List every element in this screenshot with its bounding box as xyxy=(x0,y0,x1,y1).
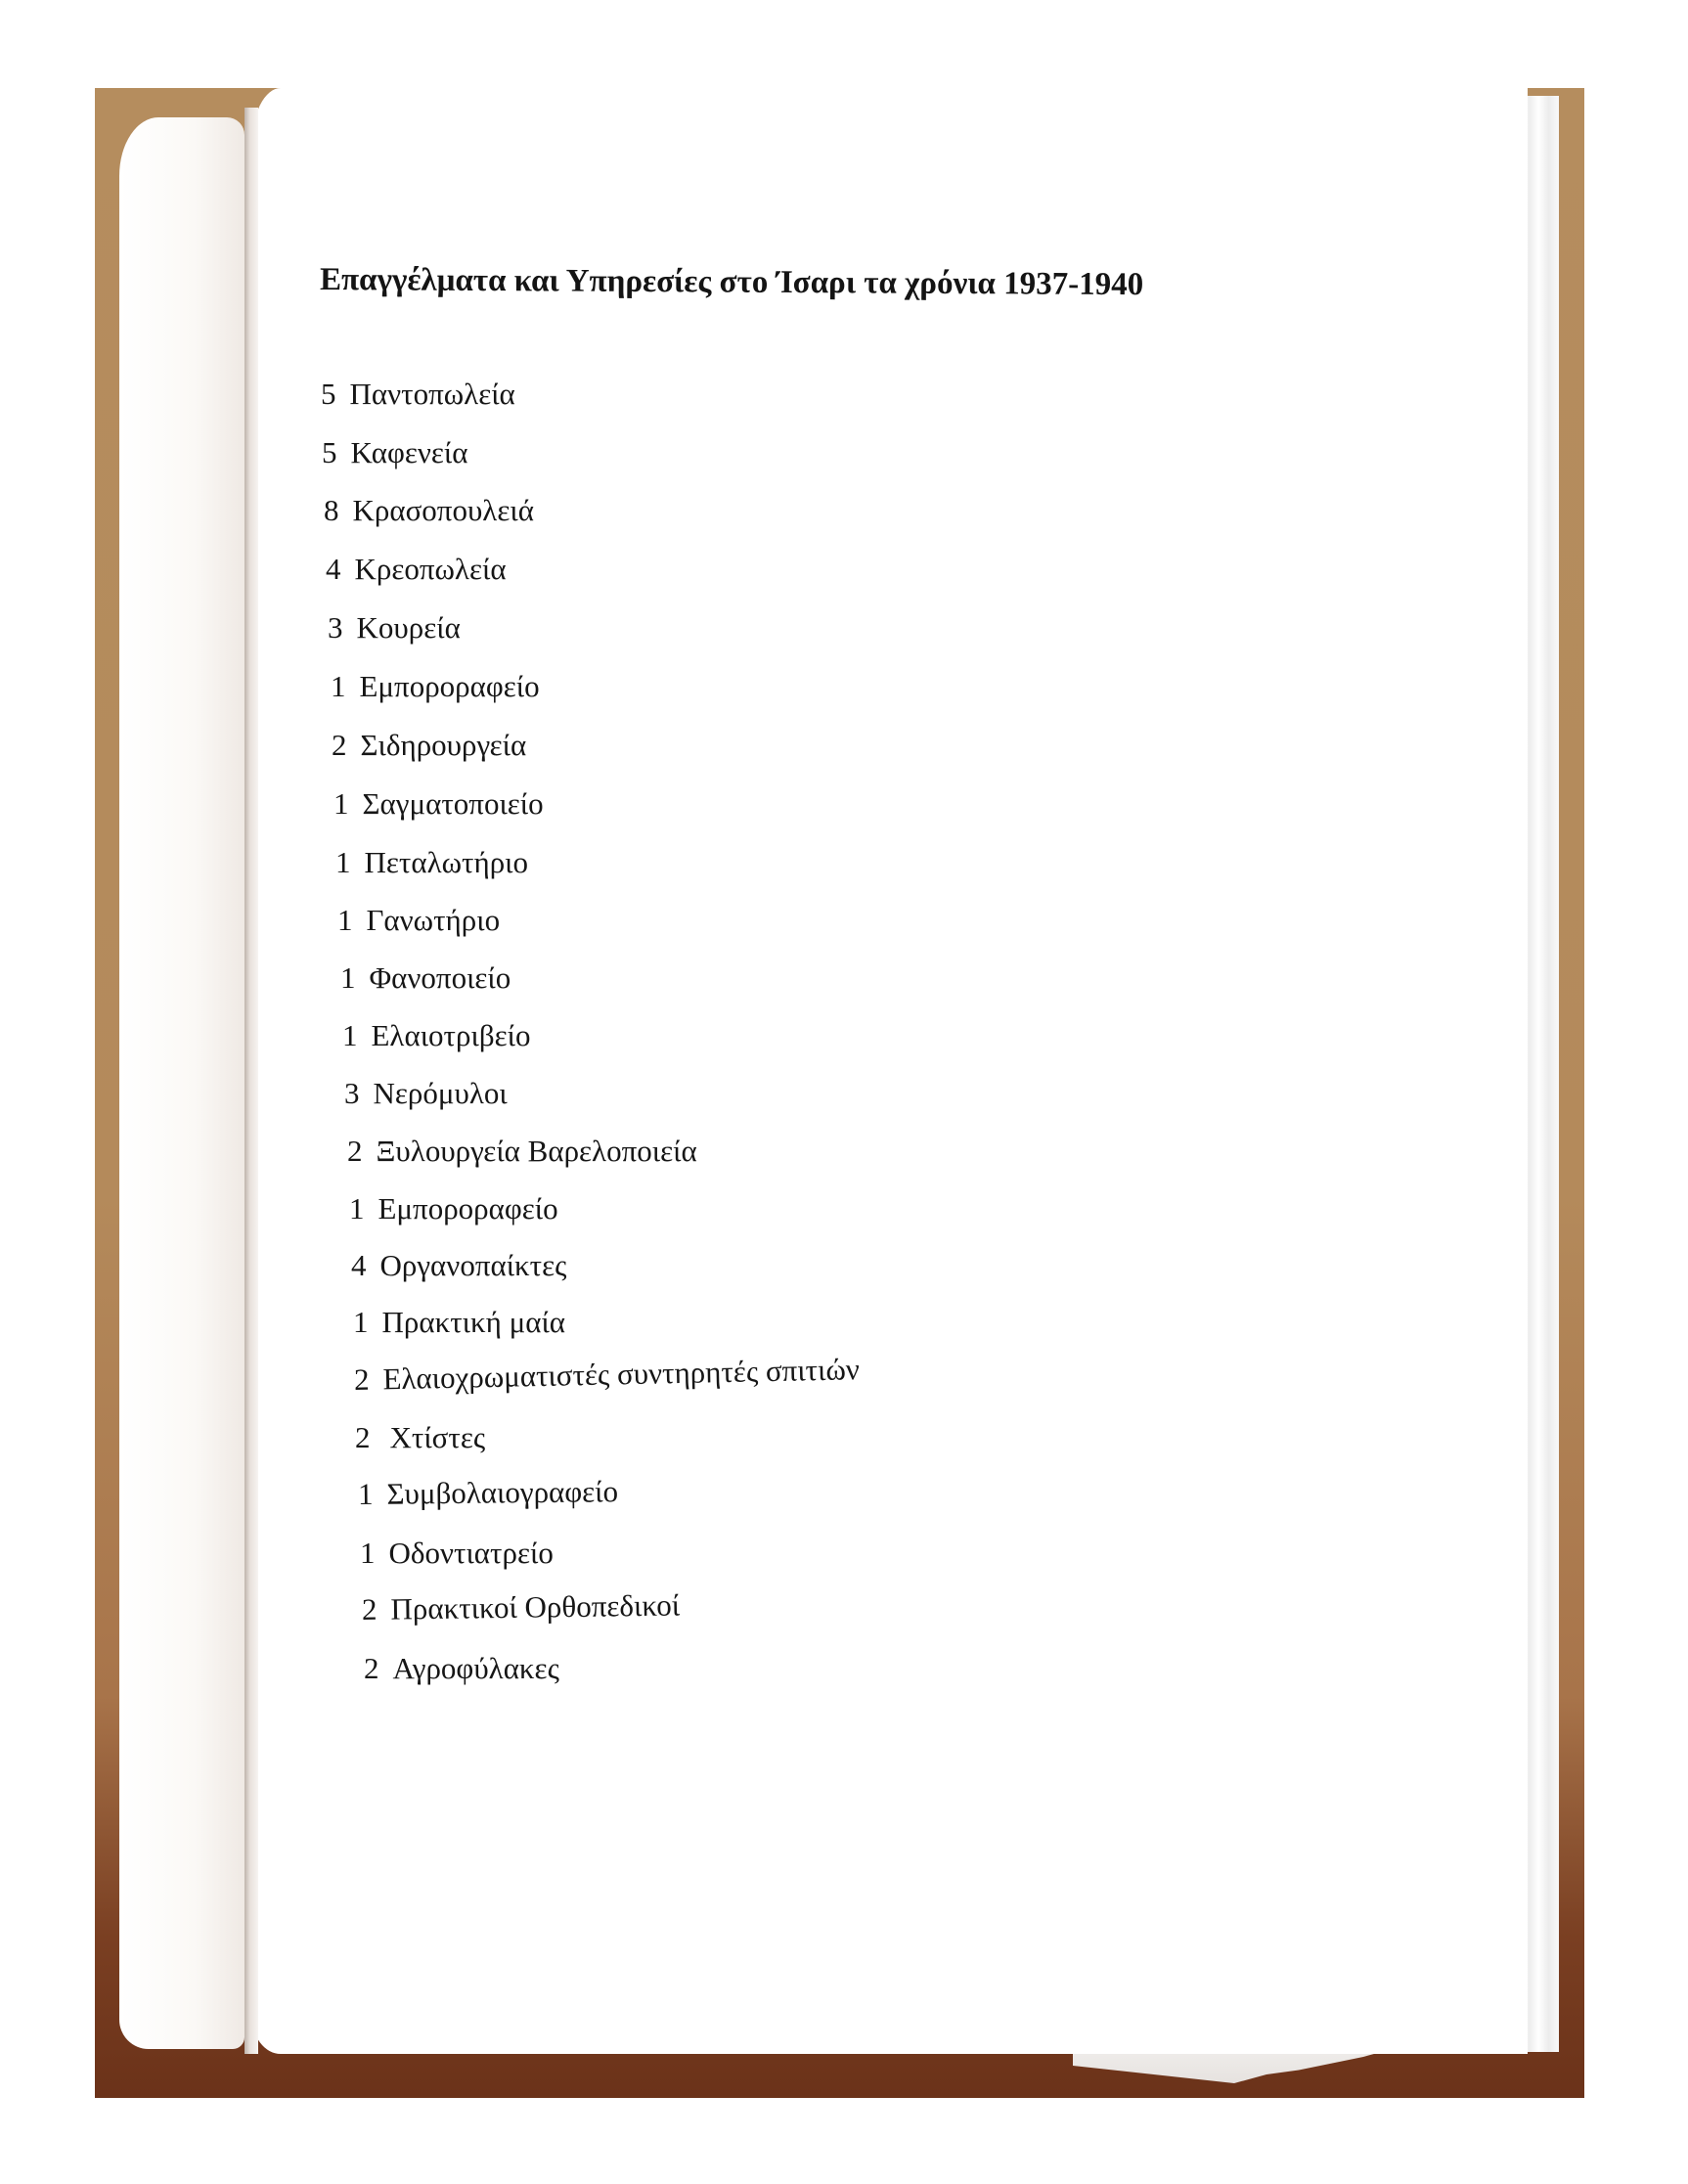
item-label: Πεταλωτήριο xyxy=(364,845,529,879)
list-item xyxy=(322,435,468,470)
item-label: Ξυλουργεία Βαρελοποιεία xyxy=(376,1134,697,1168)
left-curled-page xyxy=(119,117,244,2049)
list-item xyxy=(353,1305,565,1340)
item-count: 3 xyxy=(328,610,343,645)
item-label: Εμπορoραφείο xyxy=(378,1191,558,1226)
item-count: 4 xyxy=(326,552,341,586)
gutter-shadow xyxy=(244,108,258,2054)
item-count: 3 xyxy=(344,1076,360,1110)
list-item xyxy=(351,1248,566,1283)
item-count: 2 xyxy=(347,1134,363,1168)
item-count: 2 xyxy=(364,1651,379,1685)
item-count: 1 xyxy=(337,903,353,937)
item-count: 8 xyxy=(324,493,339,527)
list-item xyxy=(335,845,528,880)
list-item xyxy=(355,1420,485,1455)
item-label: Οδοντιατρείο xyxy=(388,1536,554,1570)
item-label: Κρεοπωλεία xyxy=(354,552,507,586)
item-label: Κουρεία xyxy=(356,610,461,645)
item-count: 1 xyxy=(360,1536,376,1570)
item-count: 2 xyxy=(361,1591,378,1627)
item-label: Ελαιοχρωματιστές συντηρητές σπιτιών xyxy=(382,1352,861,1397)
page-title: Επαγγέλματα και Υπηρεσίες στο Ίσαρι τα χρόνια 1937-1940 xyxy=(319,262,1144,303)
item-count: 2 xyxy=(355,1420,371,1454)
item-count: 1 xyxy=(349,1191,365,1226)
item-count: 1 xyxy=(333,786,349,821)
item-count: 2 xyxy=(332,728,347,762)
item-label: Κρασοπουλειά xyxy=(352,493,534,527)
item-label: Ελαιοτριβείο xyxy=(371,1018,531,1052)
list-item xyxy=(332,728,526,763)
item-label: Φανοποιείο xyxy=(369,960,511,995)
item-label: Πρακτικοί Ορθοπεδικοί xyxy=(390,1587,681,1627)
item-label: Νερόμυλοι xyxy=(373,1076,508,1110)
item-label: Εμπορoραφείο xyxy=(359,669,540,703)
item-count: 5 xyxy=(322,435,337,469)
list-item xyxy=(347,1134,697,1169)
item-count: 1 xyxy=(342,1018,358,1052)
list-item xyxy=(324,493,534,528)
item-label: Πρακτική μαία xyxy=(381,1305,566,1339)
list-item xyxy=(328,610,461,646)
item-count: 5 xyxy=(321,377,336,411)
list-item xyxy=(321,377,515,412)
list-item xyxy=(337,903,500,938)
item-label: Συμβολαιογραφείο xyxy=(386,1474,619,1511)
item-count: 1 xyxy=(340,960,356,995)
list-item xyxy=(360,1536,554,1571)
list-item xyxy=(326,552,507,587)
list-item xyxy=(331,669,540,704)
list-item xyxy=(349,1191,558,1226)
item-label: Αγροφύλακες xyxy=(392,1651,559,1685)
item-label: Σαγματοποιείο xyxy=(362,786,544,821)
list-item xyxy=(364,1651,559,1686)
item-count: 1 xyxy=(357,1476,374,1511)
item-label: Χτίστες xyxy=(389,1420,486,1454)
item-label: Παντοπωλεία xyxy=(349,377,515,411)
list-item xyxy=(333,786,544,822)
item-count: 4 xyxy=(351,1248,367,1282)
item-label: Γανωτήριο xyxy=(366,903,501,937)
list-item xyxy=(344,1076,508,1111)
list-item xyxy=(342,1018,530,1053)
photo-background xyxy=(95,88,1584,2098)
item-count: 1 xyxy=(353,1305,369,1339)
list-item xyxy=(362,1587,681,1627)
item-count: 2 xyxy=(353,1361,370,1397)
item-label: Καφενεία xyxy=(350,435,468,469)
list-item xyxy=(358,1474,618,1512)
item-label: Οργανοπαίκτες xyxy=(379,1248,567,1282)
item-label: Σιδηρουργεία xyxy=(360,728,527,762)
item-count: 1 xyxy=(331,669,346,703)
list-item xyxy=(340,960,511,996)
item-count: 1 xyxy=(335,845,351,879)
